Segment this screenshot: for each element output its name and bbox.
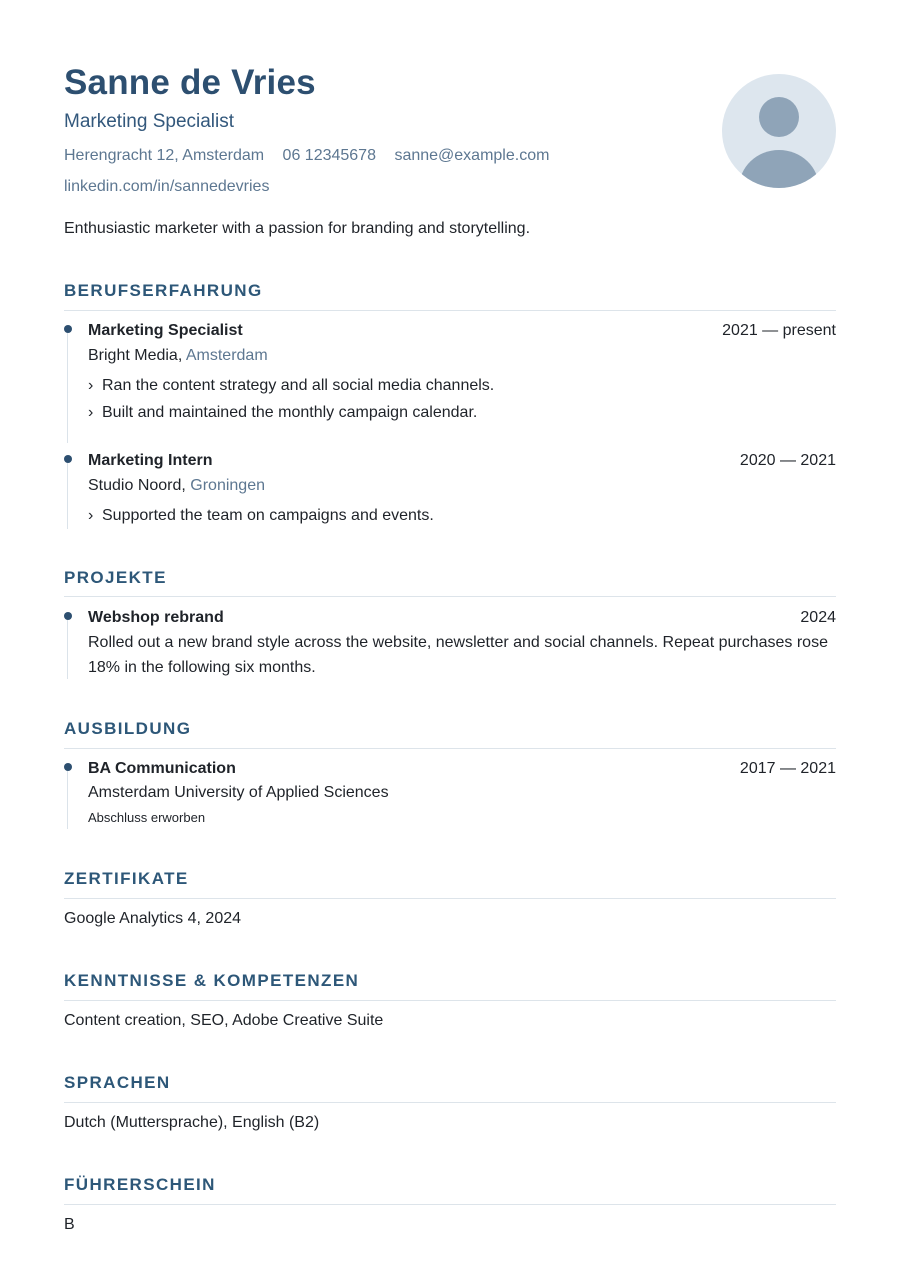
timeline-line (67, 463, 68, 529)
avatar (722, 74, 836, 188)
project-date: 2024 (800, 609, 836, 626)
experience-date: 2021 — present (722, 322, 836, 339)
education-degree: BA Communication (88, 760, 236, 777)
candidate-job-title: Marketing Specialist (64, 111, 235, 132)
chevron-right-icon: › (88, 377, 94, 394)
experience-company: Studio Noord (88, 477, 182, 494)
experience-location: Amsterdam (185, 347, 268, 364)
section-title-license: FÜHRERSCHEIN (64, 1175, 216, 1194)
contact-address: Herengracht 12, Amsterdam (64, 147, 265, 164)
section-divider (64, 1000, 836, 1001)
section-title-education: AUSBILDUNG (64, 719, 192, 738)
project-description: Rolled out a new brand style across the website, newsletter and social channels. Repeat purchases rose 18% in the following six months. (88, 634, 828, 676)
section-divider (64, 596, 836, 597)
timeline-line (67, 333, 68, 443)
timeline-dot (64, 612, 72, 620)
section-title-projects: PROJEKTE (64, 568, 167, 587)
section-title-languages: SPRACHEN (64, 1073, 171, 1092)
section-divider (64, 310, 836, 311)
section-divider (64, 1204, 836, 1205)
contact-linkedin[interactable]: linkedin.com/in/sannedevries (64, 178, 270, 195)
contact-email[interactable]: sanne@example.com (394, 147, 550, 164)
section-divider (64, 898, 836, 899)
education-date: 2017 — 2021 (739, 760, 836, 777)
chevron-right-icon: › (88, 404, 94, 421)
contact-phone: 06 12345678 (282, 147, 376, 164)
section-divider (64, 748, 836, 749)
experience-location: Groningen (190, 477, 265, 494)
section-title-skills: KENNTNISSE & KOMPETENZEN (64, 971, 360, 990)
timeline-dot (64, 455, 72, 463)
license-text: B (64, 1216, 75, 1233)
person-avatar-icon (722, 74, 836, 188)
experience-company-line: Bright Media, Amsterdam (88, 347, 268, 364)
experience-company: Bright Media (88, 347, 178, 364)
candidate-name: Sanne de Vries (64, 63, 316, 102)
experience-date: 2020 — 2021 (739, 452, 836, 469)
section-title-experience: BERUFSERFAHRUNG (64, 281, 263, 300)
experience-bullet: › Ran the content strategy and all social media channels. (88, 377, 495, 394)
experience-company-line: Studio Noord, Groningen (88, 477, 265, 494)
resume-page (64, 0, 836, 1233)
experience-bullet: › Built and maintained the monthly campaign calendar. (88, 404, 478, 421)
timeline-dot (64, 763, 72, 771)
profile-summary: Enthusiastic marketer with a passion for branding and storytelling. (64, 220, 531, 237)
education-note: Abschluss erworben (88, 810, 206, 825)
experience-role: Marketing Specialist (88, 322, 243, 339)
project-name: Webshop rebrand (88, 609, 224, 626)
contact-row (64, 146, 563, 166)
section-divider (64, 1102, 836, 1103)
timeline-line (67, 771, 68, 829)
chevron-right-icon: › (88, 507, 94, 524)
resume-header (64, 0, 836, 250)
timeline-line (67, 619, 68, 679)
section-title-certificates: ZERTIFIKATE (64, 869, 189, 888)
timeline-dot (64, 325, 72, 333)
skills-text: Content creation, SEO, Adobe Creative Suite (64, 1012, 384, 1029)
experience-role: Marketing Intern (88, 452, 213, 469)
experience-bullet: › Supported the team on campaigns and events. (88, 507, 434, 524)
certificates-text: Google Analytics 4, 2024 (64, 910, 242, 927)
education-school: Amsterdam University of Applied Sciences (88, 784, 389, 801)
languages-text: Dutch (Muttersprache), English (B2) (64, 1114, 320, 1131)
